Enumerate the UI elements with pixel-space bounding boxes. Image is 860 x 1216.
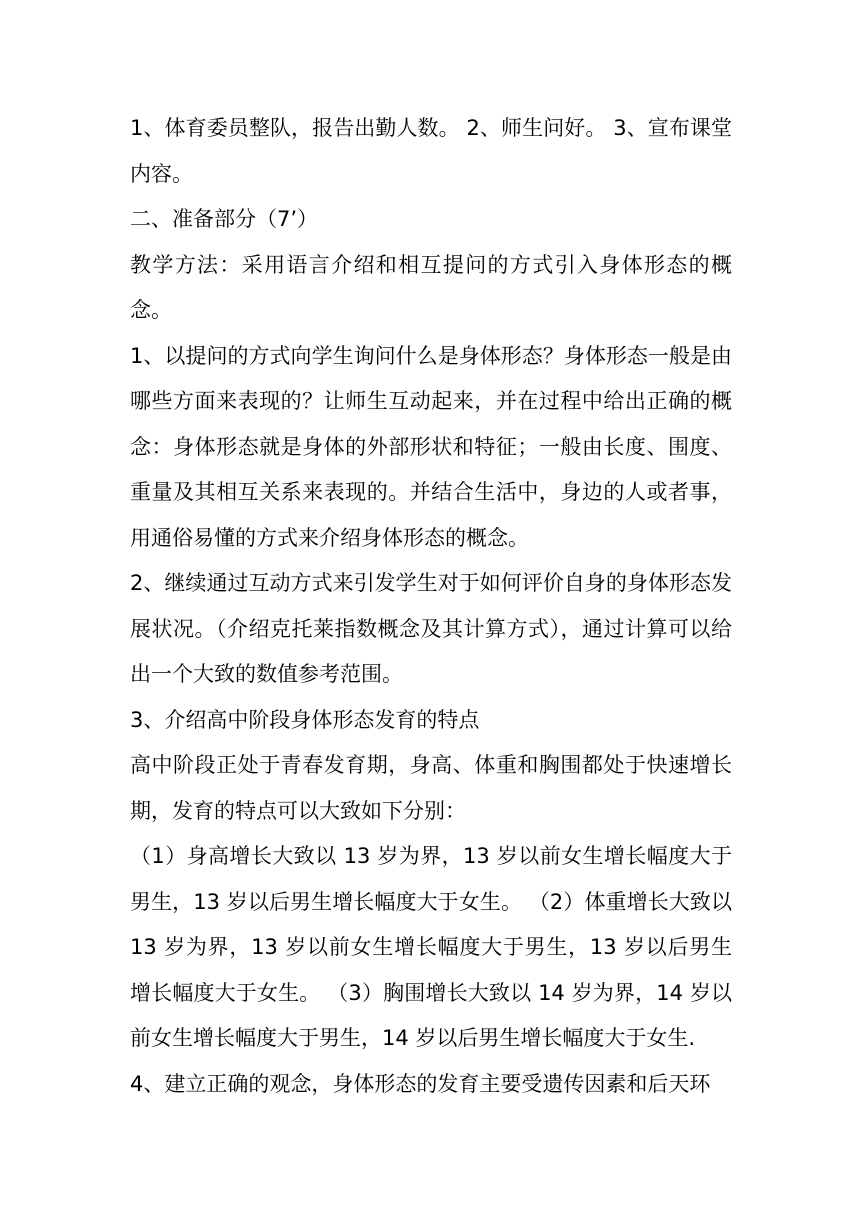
paragraph-item-4: 4、建立正确的观念，身体形态的发育主要受遗传因素和后天环 bbox=[130, 1071, 711, 1096]
document-body bbox=[130, 106, 732, 1107]
paragraph-teaching-method: 教学方法：采用语言介绍和相互提问的方式引入身体形态的概念。 bbox=[130, 252, 732, 322]
section-heading-preparation: 二、准备部分（7’） bbox=[130, 207, 319, 231]
paragraph-adolescence: 高中阶段正处于青春发育期，身高、体重和胸围都处于快速增长期，发育的特点可以大致如下分别： bbox=[130, 753, 732, 823]
paragraph-item-2: 2、继续通过互动方式来引发学生对于如何评价自身的身体形态发展状况。（介绍克托莱指数概念及其计算方式），通过计算可以给出一个大致的数值参考范围。 bbox=[130, 571, 732, 686]
paragraph-class-opening: 1、体育委员整队，报告出勤人数。 2、师生问好。 3、宣布课堂内容。 bbox=[130, 116, 732, 186]
paragraph-item-1: 1、以提问的方式向学生询问什么是身体形态？身体形态一般是由哪些方面来表现的？让师生互动起来，并在过程中给出正确的概念：身体形态就是身体的外部形状和特征；一般由长度、围度、重量及其相互关系来表现的。并结合生活中，身边的人或者事，用通俗易懂的方式来介绍身体形态的概念。 bbox=[130, 343, 732, 550]
paragraph-item-3-heading: 3、介绍高中阶段身体形态发育的特点 bbox=[130, 707, 480, 732]
paragraph-growth-details: （1）身高增长大致以 13 岁为界，13 岁以前女生增长幅度大于男生，13 岁以后男生增长幅度大于女生。 （2）体重增长大致以 13 岁为界，13 岁以前女生增长幅度大于男生，13 岁以后男生增长幅度大于女生。 （3）胸围增长大致以 14 岁为界，14 岁以前女生增长幅度大于男生，14 岁以后男生增长幅度大于女生. bbox=[130, 844, 732, 1050]
